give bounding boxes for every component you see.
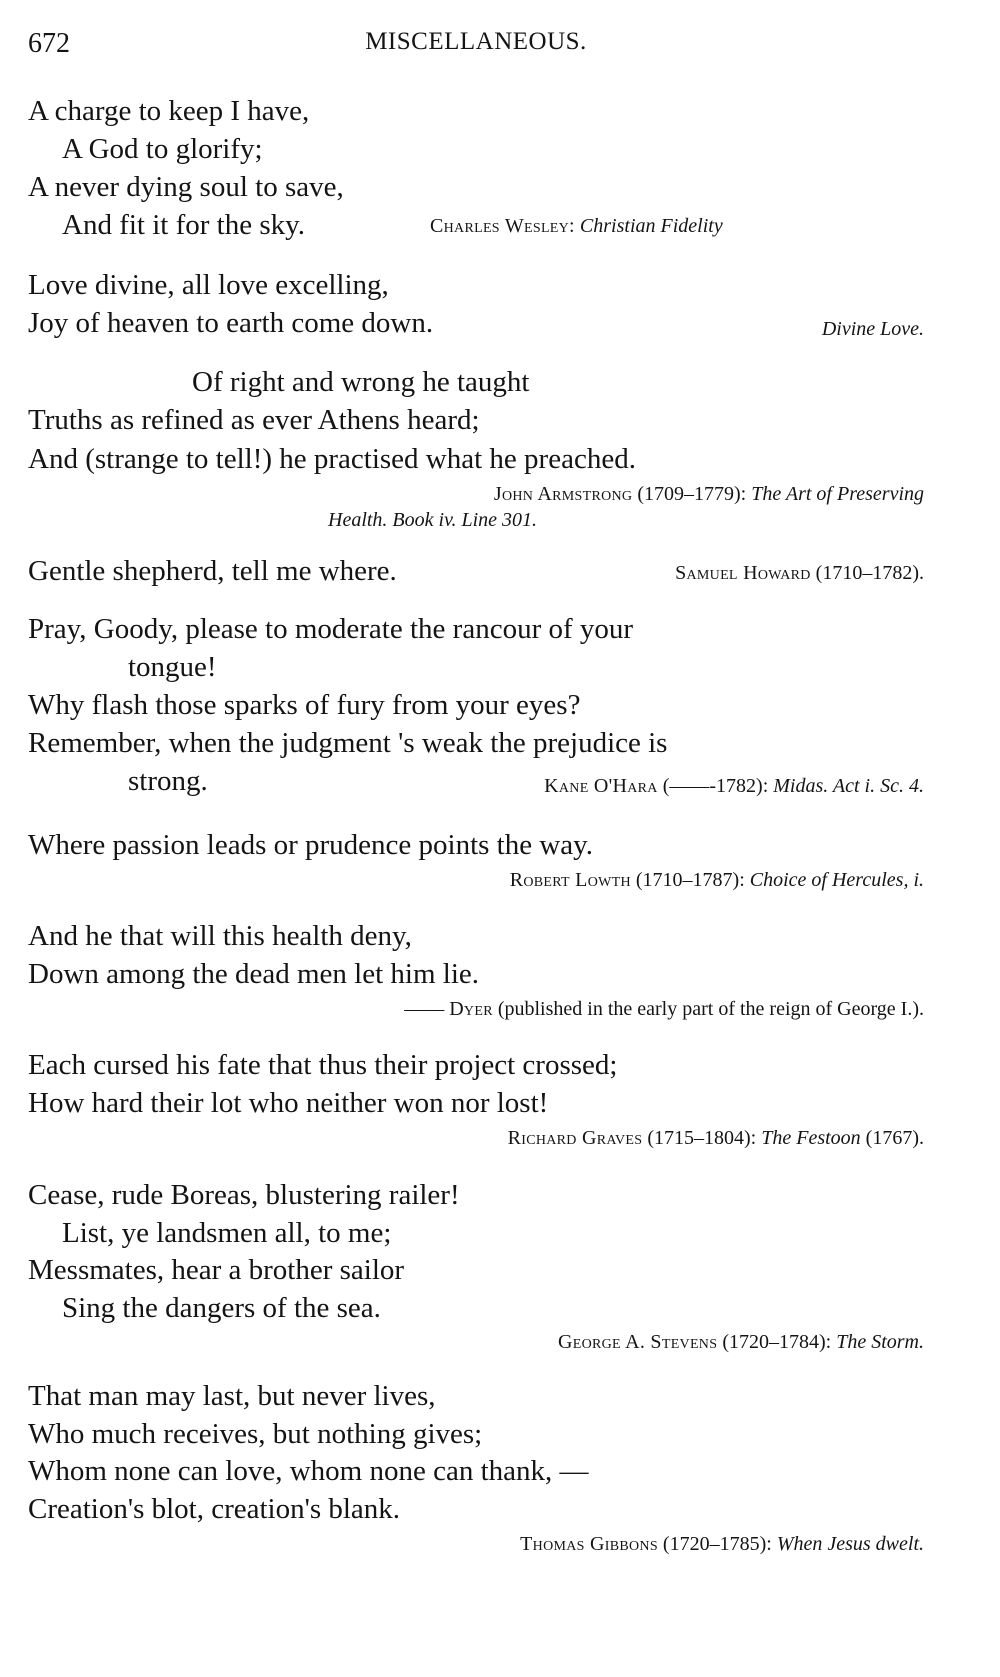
verse-line: Truths as refined as ever Athens heard; — [28, 404, 480, 436]
page-number: 672 — [28, 28, 70, 59]
verse-line: A charge to keep I have, — [28, 95, 310, 127]
work-title: Divine Love. — [821, 318, 924, 340]
verse-line: That man may last, but never lives, — [28, 1380, 436, 1412]
verse-line: Of right and wrong he taught — [192, 366, 530, 398]
attribution — [558, 1329, 924, 1355]
verse-line: Why flash those sparks of fury from your eyes? — [28, 689, 581, 721]
work-year: (1767). — [865, 1127, 924, 1149]
work-title: Midas. Act i. Sc. 4. — [773, 775, 924, 797]
author-dates: (——-1782): — [662, 775, 769, 797]
verse-line: Sing the dangers of the sea. — [62, 1292, 381, 1324]
verse-line: Joy of heaven to earth come down. — [28, 307, 434, 339]
author-name: Charles Wesley: — [430, 215, 575, 237]
verse-line: And (strange to tell!) he practised what he preached. — [28, 443, 636, 475]
attribution-dash: —— — [404, 998, 445, 1020]
verse-line: Love divine, all love excelling, — [28, 269, 389, 301]
verse-line: Whom none can love, whom none can thank, — — [28, 1455, 589, 1487]
verse-line: Messmates, hear a brother sailor — [28, 1254, 405, 1286]
work-title: Choice of Hercules, i. — [749, 869, 924, 891]
verse-line: tongue! — [128, 651, 217, 683]
author-name: John Armstrong — [493, 483, 633, 505]
work-title: The Festoon — [761, 1127, 861, 1149]
verse-line: And fit it for the sky. — [62, 209, 305, 241]
attribution — [494, 481, 924, 507]
running-title: MISCELLANEOUS. — [365, 28, 587, 55]
verse-line: Cease, rude Boreas, blustering railer! — [28, 1179, 460, 1211]
work-title: When Jesus dwelt. — [776, 1533, 924, 1555]
attribution — [404, 996, 924, 1022]
verse-line: Pray, Goody, please to moderate the rancour of your — [28, 613, 634, 645]
verse-line: List, ye landsmen all, to me; — [62, 1217, 392, 1249]
verse-line: Down among the dead men let him lie. — [28, 958, 480, 990]
verse-line: A never dying soul to save, — [28, 171, 344, 203]
attribution — [544, 773, 924, 799]
verse-line: And he that will this health deny, — [28, 920, 412, 952]
author-dates: (1710–1782). — [815, 562, 924, 584]
attribution-note: (published in the early part of the reign of George I.). — [497, 998, 924, 1020]
attribution — [675, 560, 924, 586]
verse-line: Remember, when the judgment 's weak the prejudice is — [28, 727, 668, 759]
author-name: Richard Graves — [507, 1127, 643, 1149]
author-dates: (1709–1779): — [637, 483, 747, 505]
work-title: The Art of Preserving — [751, 483, 924, 505]
verse-line: A God to glorify; — [62, 133, 263, 165]
work-title: The Storm. — [836, 1331, 924, 1353]
verse-line: Who much receives, but nothing gives; — [28, 1418, 483, 1450]
author-dates: (1715–1804): — [647, 1127, 757, 1149]
author-name: Kane O'Hara — [544, 775, 658, 797]
author-name: Dyer — [449, 998, 493, 1020]
verse-line: How hard their lot who neither won nor lost! — [28, 1087, 549, 1119]
verse-line: Creation's blot, creation's blank. — [28, 1493, 401, 1525]
author-dates: (1720–1785): — [662, 1533, 772, 1555]
author-name: Robert Lowth — [509, 869, 631, 891]
verse-line: strong. — [128, 765, 208, 797]
author-name: Samuel Howard — [675, 562, 811, 584]
author-name: George A. Stevens — [557, 1331, 718, 1353]
page-header — [28, 28, 924, 68]
author-dates: (1710–1787): — [635, 869, 745, 891]
verse-line: Where passion leads or prudence points the way. — [28, 829, 594, 861]
attribution — [822, 316, 924, 342]
attribution — [520, 1531, 924, 1557]
verse-line: Each cursed his fate that thus their project crossed; — [28, 1049, 618, 1081]
attribution — [430, 213, 723, 239]
work-title-continued: Health. Book iv. Line 301. — [328, 509, 538, 531]
work-title: Christian Fidelity — [579, 215, 723, 237]
author-name: Thomas Gibbons — [520, 1533, 658, 1555]
author-dates: (1720–1784): — [722, 1331, 832, 1353]
attribution — [510, 867, 924, 893]
verse-line: Gentle shepherd, tell me where. — [28, 555, 397, 587]
attribution — [508, 1125, 924, 1151]
